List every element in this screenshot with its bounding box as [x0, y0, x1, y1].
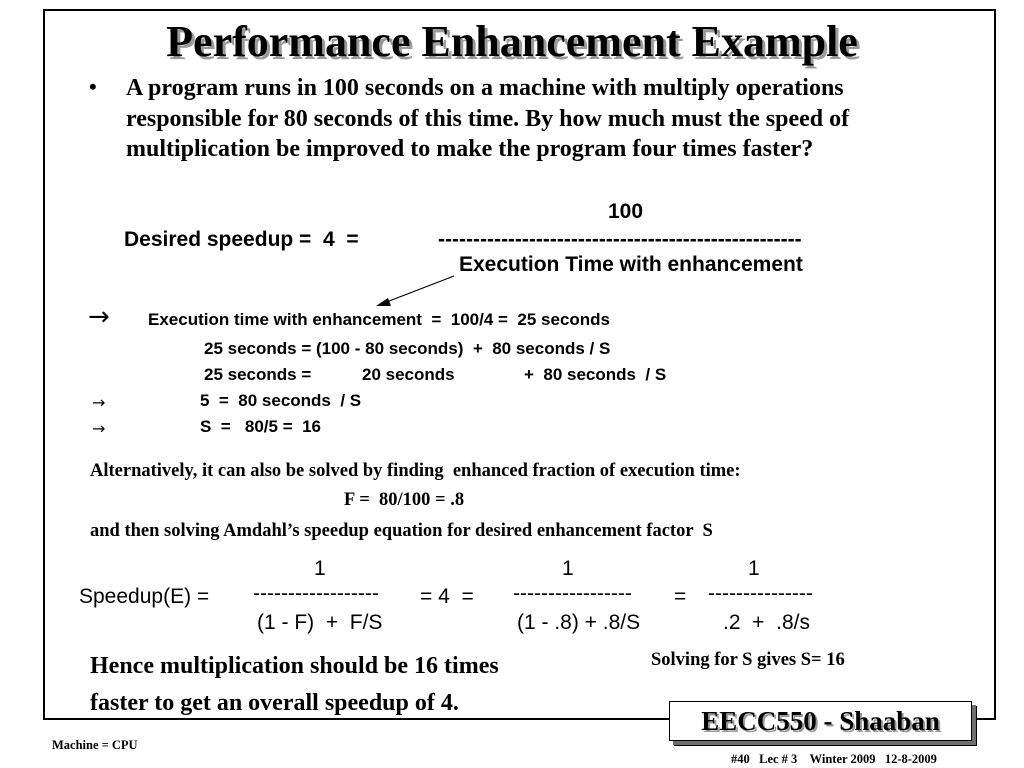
- step-line-3-middle: 20 seconds: [362, 365, 455, 384]
- enhanced-fraction: F = 80/100 = .8: [344, 490, 465, 510]
- equals-sign: =: [674, 585, 687, 608]
- equals-four: = 4 =: [420, 585, 474, 608]
- slide-title: Performance Enhancement Example: [166, 17, 858, 66]
- step-line-5: S = 80/5 = 16: [200, 417, 321, 436]
- desired-numerator: 100: [608, 200, 644, 223]
- step-line-2: 25 seconds = (100 - 80 seconds) + 80 seconds / S: [204, 339, 611, 358]
- amdahl-denominator-1: (1 - F) + F/S: [257, 611, 383, 634]
- bullet-marker: •: [89, 74, 97, 99]
- step-line-1: Execution time with enhancement = 100/4 = 25 seconds: [148, 310, 611, 329]
- conclusion-line-1: Hence multiplication should be 16 times: [90, 653, 499, 679]
- implies-arrow-3: →: [92, 419, 106, 438]
- solving-note: Solving for S gives S= 16: [651, 650, 845, 670]
- course-badge-label: EECC550 - Shaaban: [701, 706, 940, 736]
- course-badge: [669, 701, 972, 741]
- desired-denominator: Execution Time with enhancement: [459, 253, 803, 276]
- alternative-then: and then solving Amdahl’s speedup equation for desired enhancement factor S: [90, 521, 713, 541]
- amdahl-denominator-2: (1 - .8) + .8/S: [517, 611, 641, 634]
- amdahl-bar-1: ------------------: [253, 582, 379, 605]
- implies-arrow-1: →: [88, 302, 110, 332]
- alternative-intro: Alternatively, it can also be solved by finding enhanced fraction of execution time:: [90, 461, 741, 481]
- amdahl-bar-2: -----------------: [513, 582, 632, 605]
- amdahl-numerator-2: 1: [562, 557, 574, 580]
- step-line-3-left: 25 seconds =: [204, 365, 312, 384]
- step-line-4: 5 = 80 seconds / S: [200, 391, 362, 410]
- problem-statement: A program runs in 100 seconds on a machine with multiply operations responsible for 80 seconds of this time. By how much must the speed of multiplication be improved to make the program four times faster?: [126, 75, 850, 162]
- footer-slide-info: #40 Lec # 3 Winter 2009 12-8-2009: [731, 752, 937, 766]
- desired-speedup-label: Desired speedup = 4 =: [124, 228, 359, 251]
- amdahl-bar-3: ---------------: [708, 582, 813, 605]
- implies-arrow-2: →: [92, 393, 106, 412]
- amdahl-numerator-3: 1: [748, 557, 760, 580]
- step-line-3-right: + 80 seconds / S: [524, 365, 667, 384]
- amdahl-numerator-1: 1: [314, 557, 326, 580]
- amdahl-denominator-3: .2 + .8/s: [723, 611, 810, 634]
- footer-note: Machine = CPU: [52, 738, 138, 752]
- conclusion-line-2: faster to get an overall speedup of 4.: [90, 690, 459, 716]
- speedup-label: Speedup(E) =: [79, 585, 210, 608]
- desired-fraction-bar: ----------------------------------------------------: [438, 228, 802, 251]
